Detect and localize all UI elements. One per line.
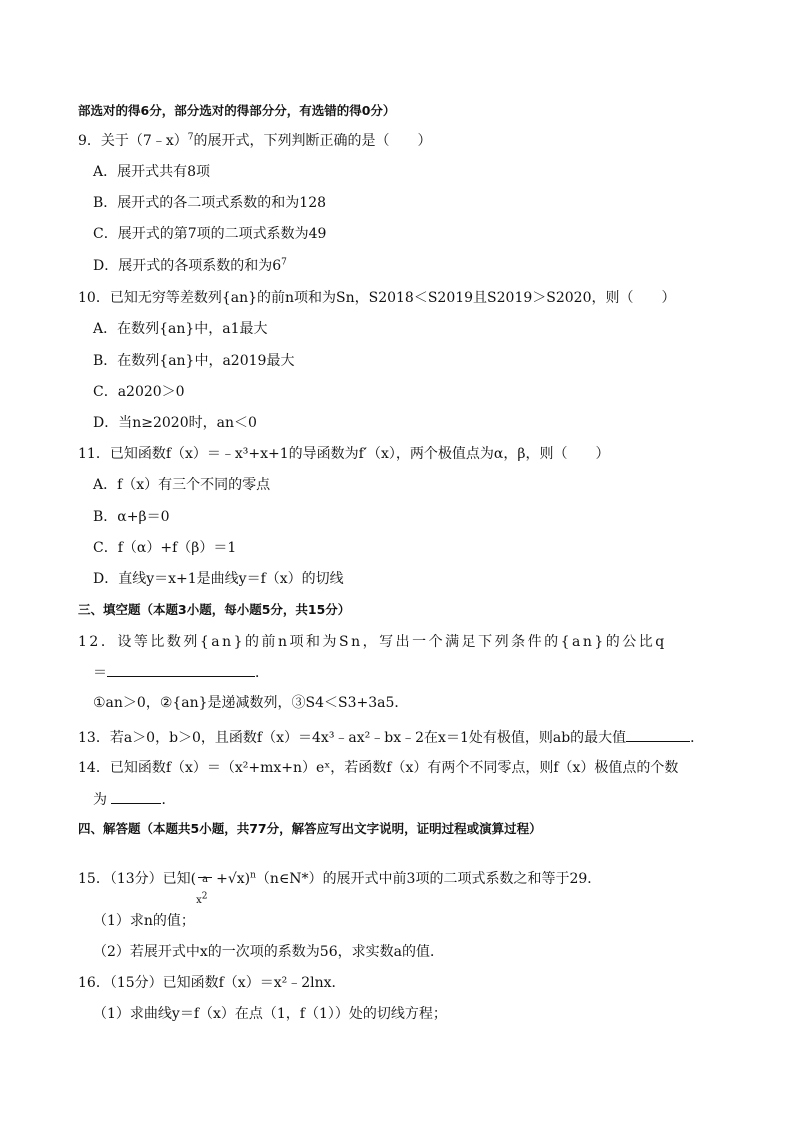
question-13-blank[interactable]	[626, 727, 690, 742]
intro-note: 部选对的得6分，部分选对的得部分分，有选错的得0分）	[78, 103, 396, 118]
question-16-part-1: （1）求曲线y＝f（x）在点（1，f（1））处的切线方程；	[93, 1006, 447, 1022]
question-11-stem: 11．已知函数f（x）＝﹣x³+x+1的导函数为f′（x），两个极值点为α，β，则（ ）	[78, 446, 610, 462]
question-12-blank[interactable]	[107, 662, 255, 677]
question-9-option-b: B．展开式的各二项式系数的和为128	[93, 195, 327, 211]
question-13-stem: 13．若a＞0，b＞0，且函数f（x）＝4x³﹣ax²﹣bx﹣2在x＝1处有极值，则ab的最大值 ．	[78, 727, 704, 748]
question-11-option-d: D．直线y＝x+1是曲线y＝f（x）的切线	[93, 571, 344, 587]
question-12-answer-line: ＝ ．	[93, 662, 269, 683]
section-4-heading: 四、解答题（本题共5小题，共77分，解答应写出文字说明，证明过程或演算过程）	[78, 821, 542, 836]
question-10-option-c: C．a2020＞0	[93, 384, 185, 400]
question-10-option-b: B．在数列{an}中，a2019最大	[93, 353, 295, 369]
question-11-option-b: B．α+β＝0	[93, 509, 170, 525]
question-11-option-a: A．f（x）有三个不同的零点	[93, 477, 271, 493]
question-10-option-d: D．当n≥2020时，an＜0	[93, 415, 257, 431]
question-14-blank[interactable]	[111, 789, 161, 804]
question-12-conditions: ①an＞0，②{an}是递减数列，③S4＜S3+3a5．	[93, 695, 409, 711]
question-15-part-1: （1）求n的值；	[93, 913, 195, 929]
question-11-option-c: C．f（α）+f（β）＝1	[93, 540, 237, 556]
question-14-answer-line: 为 ．	[93, 789, 175, 810]
question-15-part-2: （2）若展开式中x的一次项的系数为56，求实数a的值．	[93, 944, 444, 960]
question-9-option-c: C．展开式的第7项的二项式系数为49	[93, 226, 327, 242]
question-16-stem: 16．（15分）已知函数f（x）＝x²﹣2lnx．	[78, 975, 346, 991]
question-14-stem: 14．已知函数f（x）＝（x²+mx+n）eˣ，若函数f（x）有两个不同零点，则f（x）极值点的个数	[78, 760, 679, 776]
section-3-heading: 三、填空题（本题3小题，每小题5分，共15分）	[78, 602, 351, 617]
question-9-option-a: A．展开式共有8项	[93, 164, 211, 180]
question-15-fraction: a $x^2$	[196, 859, 216, 899]
question-9-option-d: D．展开式的各项系数的和为$6^7$	[93, 257, 287, 274]
question-10-option-a: A．在数列{an}中，a1最大	[93, 321, 268, 337]
question-10-stem: 10．已知无穷等差数列{an}的前n项和为Sn，S2018＜S2019且S2019＞S2020，则（ ）	[78, 290, 676, 306]
question-12-stem: 12．设等比数列{an}的前n项和为Sn，写出一个满足下列条件的{an}的公比q	[78, 634, 667, 650]
question-9-stem: 9．关于（7﹣x）$^7$的展开式，下列判断正确的是（ ）	[78, 132, 432, 149]
question-15-stem: 15．（13分）已知( a $x^2$ +√x)$^n$（n∈N*）的展开式中前3项的二项式系数之和等于29．	[78, 858, 601, 900]
